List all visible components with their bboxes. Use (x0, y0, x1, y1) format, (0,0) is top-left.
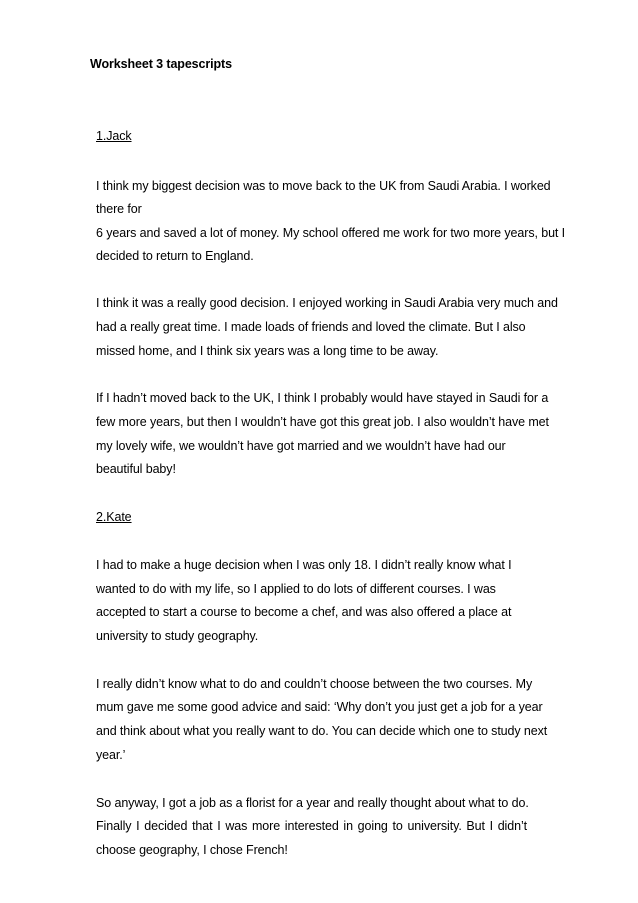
paragraph-line: had a really great time. I made loads of friends and loved the climate. But I also (96, 320, 526, 334)
paragraph-line: few more years, but then I wouldn’t have got this great job. I also wouldn’t have met (96, 415, 549, 429)
paragraph-line: I think it was a really good decision. I enjoyed working in Saudi Arabia very much and (96, 296, 558, 310)
paragraph-line: I had to make a huge decision when I was only 18. I didn’t really know what I (96, 558, 512, 572)
paragraph-line: and think about what you really want to do. You can decide which one to study next (96, 724, 548, 738)
paragraph-line: year.’ (96, 748, 126, 762)
paragraph-line: If I hadn’t moved back to the UK, I think I probably would have stayed in Saudi for a (96, 391, 549, 405)
paragraph-line: So anyway, I got a job as a florist for a year and really thought about what to do. (96, 796, 529, 810)
paragraph-line: university to study geography. (96, 629, 259, 643)
paragraph-line: Finally I decided that I was more interested in going to university. But I didn’t (96, 819, 527, 833)
paragraph-line: missed home, and I think six years was a long time to be away. (96, 344, 439, 358)
paragraph-line: accepted to start a course to become a chef, and was also offered a place at (96, 605, 512, 619)
paragraph-line: 6 years and saved a lot of money. My school offered me work for two more years, but I (96, 226, 566, 240)
paragraph-line: there for (96, 202, 142, 216)
document-title: Worksheet 3 tapescripts (90, 57, 232, 71)
paragraph-line: I really didn’t know what to do and couldn’t choose between the two courses. My (96, 677, 533, 691)
paragraph-line: mum gave me some good advice and said: ‘Why don’t you just get a job for a year (96, 700, 543, 714)
paragraph-line: beautiful baby! (96, 462, 176, 476)
paragraph-line: decided to return to England. (96, 249, 254, 263)
paragraph-line: my lovely wife, we wouldn’t have got married and we wouldn’t have had our (96, 439, 506, 453)
section-heading-kate: 2.Kate (96, 510, 132, 524)
paragraph-line: wanted to do with my life, so I applied to do lots of different courses. I was (96, 582, 496, 596)
paragraph-line: I think my biggest decision was to move back to the UK from Saudi Arabia. I worked (96, 179, 551, 193)
paragraph-line: choose geography, I chose French! (96, 843, 288, 857)
section-heading-jack: 1.Jack (96, 129, 132, 143)
